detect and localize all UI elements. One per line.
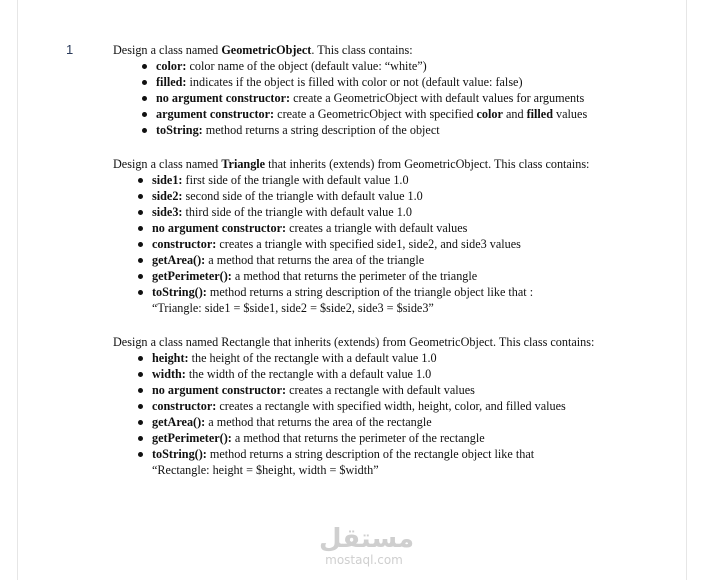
bullet-term: height:: [152, 350, 189, 365]
bullet-description: a method that returns the perimeter of the rectangle: [231, 431, 485, 446]
watermark-arabic: مستقل: [319, 524, 415, 554]
document-body: [113, 42, 673, 495]
bullet-term: getArea():: [152, 414, 206, 429]
bullet-term: getArea():: [152, 253, 206, 268]
bullet-term: side1:: [152, 172, 183, 187]
bullet-description: the width of the rectangle with a default value 1.0: [185, 366, 432, 381]
section-intro: [113, 42, 673, 58]
list-item: [152, 220, 673, 236]
list-item: [156, 106, 673, 122]
bullet-term: argument constructor:: [156, 107, 275, 122]
list-item: [152, 172, 673, 188]
list-item: [152, 252, 673, 268]
bullet-description: method returns a string description of the triangle object like that :: [206, 285, 534, 300]
list-item: [152, 382, 673, 398]
bullet-description: creates a triangle with specified side1, side2, and side3 values: [216, 237, 521, 252]
bullet-description: indicates if the object is filled with color or not (default value: false): [186, 75, 523, 90]
bullet-term: side2:: [152, 188, 183, 203]
section-intro: [113, 156, 673, 172]
intro-text: GeometricObject: [221, 43, 312, 57]
bullet-term: side3:: [152, 204, 183, 219]
page-edge-left: [17, 0, 18, 580]
watermark-logo: [319, 524, 415, 567]
list-item: [152, 398, 673, 414]
bullet-term: toString():: [152, 285, 207, 300]
bullet-description: creates a triangle with default values: [286, 220, 468, 235]
list-item: [156, 122, 673, 138]
bullet-continuation: “Rectangle: height = $height, width = $width”: [152, 463, 379, 478]
bullet-description: method returns a string description of the object: [202, 123, 440, 138]
bullet-description: first side of the triangle with default value 1.0: [182, 172, 409, 187]
bullet-description: create a GeometricObject with specified: [274, 107, 477, 122]
bullet-description: third side of the triangle with default value 1.0: [182, 204, 412, 219]
bullet-list: [113, 58, 673, 138]
bullet-term: no argument constructor:: [152, 220, 287, 235]
page-edge-right: [686, 0, 687, 580]
bullet-term: getPerimeter():: [152, 269, 232, 284]
list-item: [152, 366, 673, 382]
intro-text: Design a class named: [113, 156, 222, 171]
bullet-term: color:: [156, 59, 187, 74]
list-item: [156, 58, 673, 74]
bullet-continuation: “Triangle: side1 = $side1, side2 = $side2, side3 = $side3”: [152, 301, 434, 316]
list-item: [152, 350, 673, 366]
bullet-term: constructor:: [152, 237, 217, 252]
bullet-description: creates a rectangle with specified width, height, color, and filled values: [216, 398, 566, 413]
bullet-term: toString():: [152, 447, 207, 462]
list-item: [152, 446, 673, 478]
bullet-description: method returns a string description of the rectangle object like that: [206, 447, 535, 462]
bullet-description-part: color: [476, 107, 503, 122]
intro-text: Design a class named: [113, 43, 222, 57]
bullet-description: a method that returns the area of the rectangle: [205, 414, 432, 429]
bullet-description: color name of the object (default value: “white”): [186, 59, 427, 74]
bullet-description: the height of the rectangle with a default value 1.0: [188, 350, 437, 365]
bullet-description: create a GeometricObject with default values for arguments: [290, 91, 585, 106]
list-item: [156, 90, 673, 106]
bullet-term: filled:: [156, 75, 187, 90]
bullet-description-part: filled: [526, 107, 553, 122]
bullet-description-part: values: [553, 107, 588, 122]
bullet-term: toString:: [156, 123, 203, 138]
bullet-list: [113, 172, 673, 317]
intro-text: that inherits (extends) from GeometricObject. This class contains:: [265, 156, 590, 171]
bullet-term: no argument constructor:: [156, 91, 291, 106]
bullet-term: constructor:: [152, 398, 217, 413]
list-item: [152, 236, 673, 252]
section-intro: [113, 334, 673, 350]
watermark-latin: mostaql.com: [325, 553, 403, 567]
intro-text: . This class contains:: [311, 43, 413, 57]
list-item: [152, 268, 673, 284]
list-item-number: 1: [66, 42, 74, 57]
section-triangle: [113, 156, 673, 317]
bullet-description: a method that returns the area of the triangle: [205, 253, 425, 268]
bullet-description-part: and: [502, 107, 527, 122]
bullet-term: getPerimeter():: [152, 431, 232, 446]
intro-text: Design a class named Rectangle that inherits (extends) from GeometricObject. This class contains:: [113, 334, 595, 349]
list-item: [152, 430, 673, 446]
section-rectangle: [113, 334, 673, 479]
list-item: [152, 188, 673, 204]
bullet-term: width:: [152, 366, 186, 381]
list-item: [152, 204, 673, 220]
section-geometric-object: [113, 42, 673, 139]
intro-text: Triangle: [221, 156, 266, 171]
list-item: [152, 284, 673, 316]
list-item: [156, 74, 673, 90]
bullet-term: no argument constructor:: [152, 382, 287, 397]
bullet-description: creates a rectangle with default values: [286, 382, 475, 397]
list-item: [152, 414, 673, 430]
bullet-description: a method that returns the perimeter of the triangle: [231, 269, 478, 284]
bullet-list: [113, 350, 673, 479]
bullet-description: second side of the triangle with default value 1.0: [182, 188, 423, 203]
